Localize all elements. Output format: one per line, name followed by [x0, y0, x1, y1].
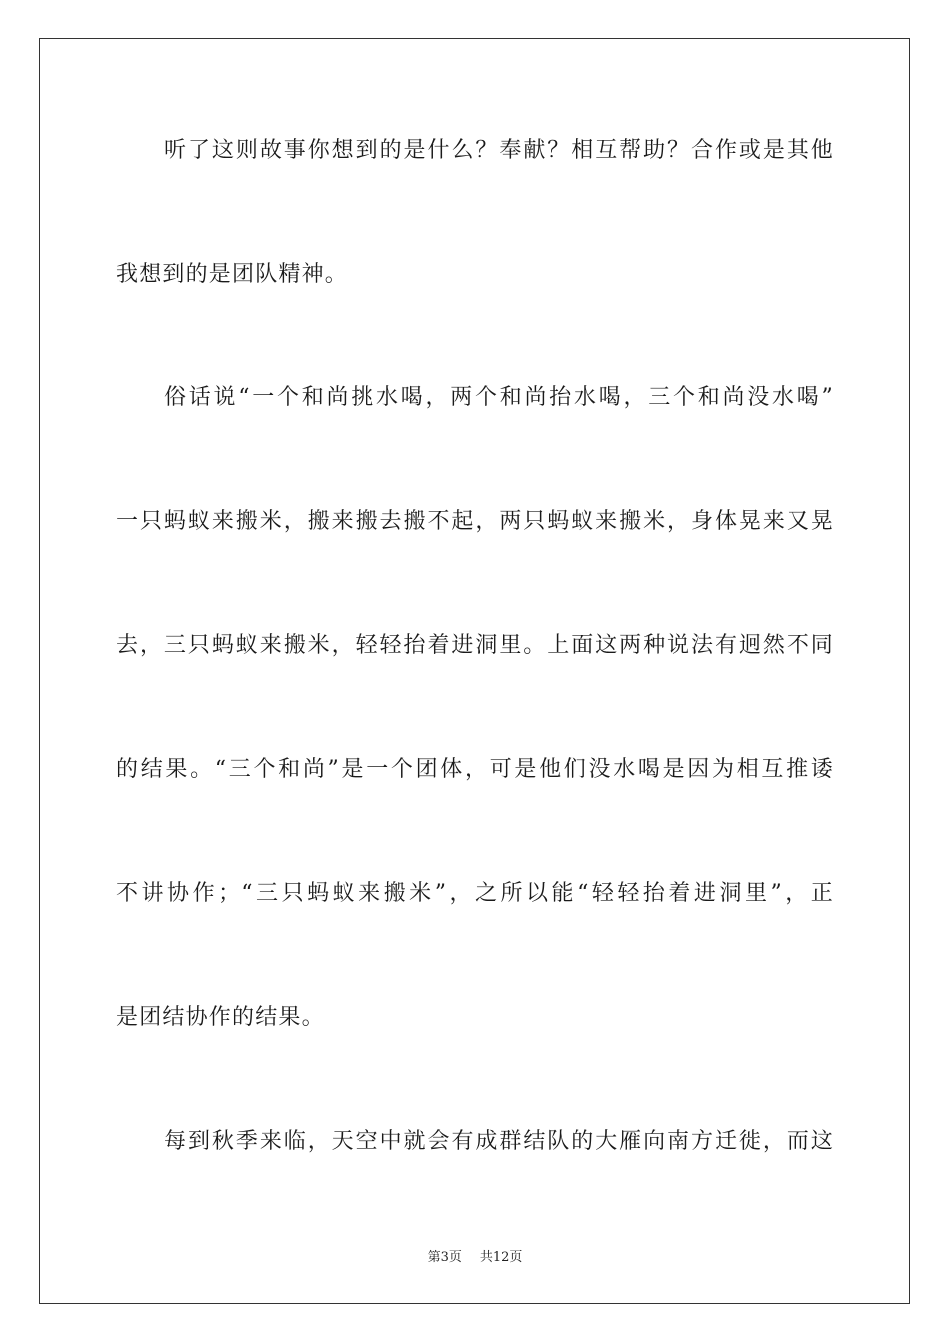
page-number: 第3页 [427, 1250, 462, 1265]
paragraph-line: 的结果。“三个和尚”是一个团体，可是他们没水喝是因为相互推诿 [116, 757, 834, 782]
paragraph-line: 不讲协作；“三只蚂蚁来搬米”，之所以能“轻轻抬着进洞里”，正 [116, 881, 834, 906]
paragraph-line: 我想到的是团队精神。 [116, 262, 349, 287]
page-footer [0, 1246, 950, 1265]
paragraph-line: 每到秋季来临，天空中就会有成群结队的大雁向南方迁徙，而这 [164, 1129, 834, 1154]
paragraph-line: 是团结协作的结果。 [116, 1005, 325, 1030]
page-total: 共12页 [479, 1250, 523, 1265]
paragraph-line: 一只蚂蚁来搬米，搬来搬去搬不起，两只蚂蚁来搬米，身体晃来又晃 [116, 509, 834, 534]
paragraph-line: 去，三只蚂蚁来搬米，轻轻抬着进洞里。上面这两种说法有迥然不同 [116, 633, 834, 658]
page-frame [39, 38, 910, 1304]
paragraph-line: 听了这则故事你想到的是什么？奉献？相互帮助？合作或是其他 [164, 138, 834, 163]
paragraph-line: 俗话说“一个和尚挑水喝，两个和尚抬水喝，三个和尚没水喝” [164, 385, 834, 410]
